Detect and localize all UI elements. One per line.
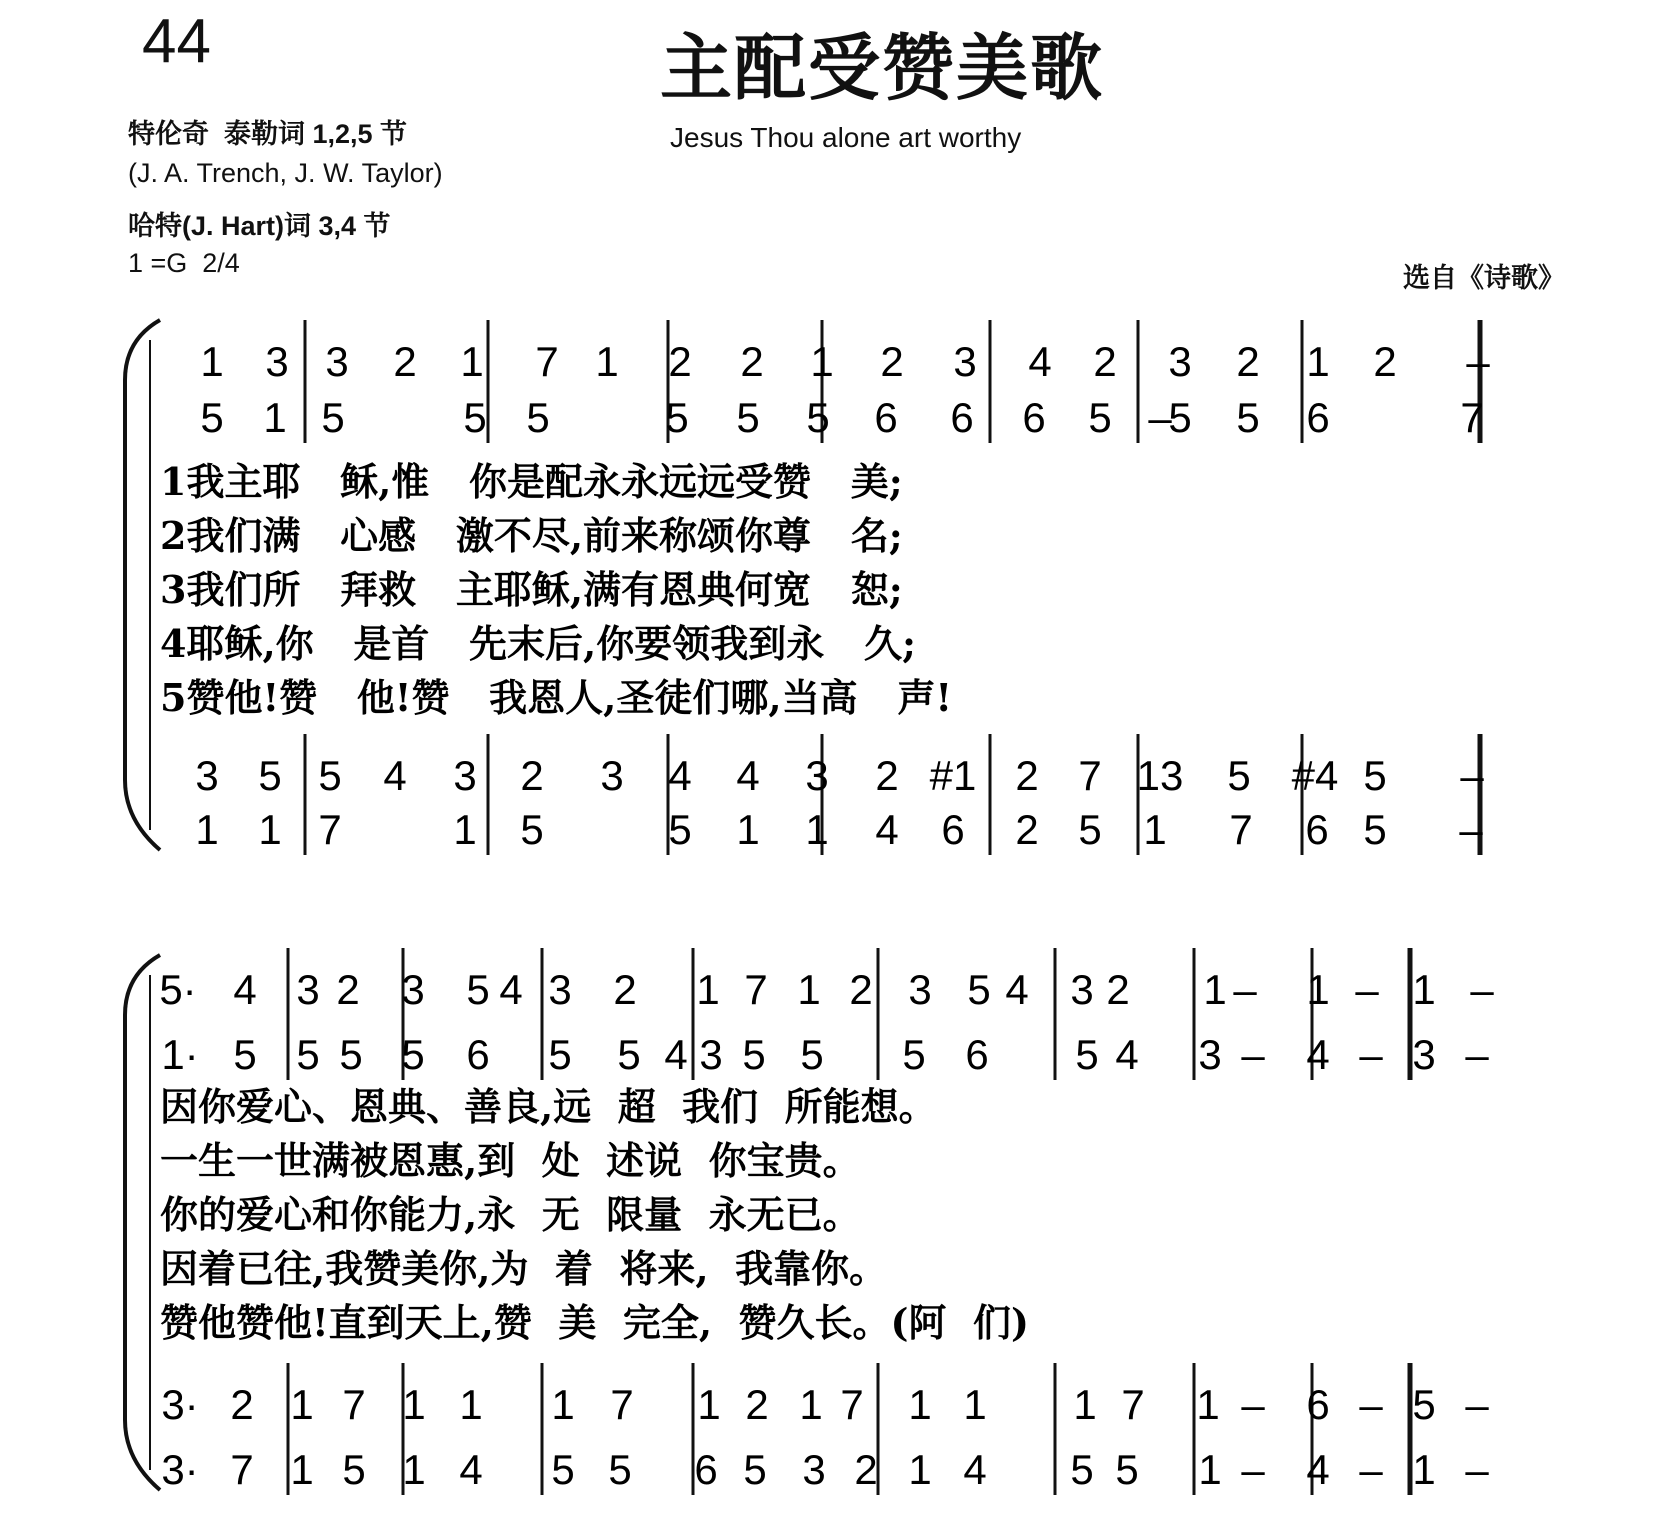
note-soprano: 2 [1373, 338, 1397, 385]
note-alto: 5 [321, 394, 345, 441]
note-bass: 1 [402, 1446, 426, 1493]
note-alto: 5 [742, 1031, 766, 1078]
system-brace [125, 955, 160, 1490]
note-tenor: 5 [1363, 752, 1387, 799]
note-soprano: 2 [613, 966, 637, 1013]
note-bass: 1 [805, 806, 829, 853]
note-tenor: 2 [745, 1381, 769, 1428]
note-bass: 3· [161, 1446, 199, 1493]
note-tenor: 3 [195, 752, 219, 799]
note-soprano: 4 [233, 966, 257, 1013]
note-bass: 5 [1115, 1446, 1139, 1493]
note-soprano: 3 [1168, 338, 1192, 385]
note-alto: 5 [1236, 394, 1260, 441]
note-bass: 5 [668, 806, 692, 853]
note-alto: 6 [466, 1031, 490, 1078]
note-soprano: 2 [849, 966, 873, 1013]
note-bass: 1 [736, 806, 760, 853]
note-bass: 2 [854, 1446, 878, 1493]
note-tenor: 4 [668, 752, 692, 799]
note-tenor: 1 [290, 1381, 314, 1428]
note-alto: – [1465, 1031, 1489, 1078]
note-soprano: 2 [740, 338, 764, 385]
note-alto: – [1241, 1031, 1265, 1078]
note-bass: – [1241, 1446, 1265, 1493]
note-bass: 5 [1078, 806, 1102, 853]
note-soprano: 1 [797, 966, 821, 1013]
note-soprano: 1 [1306, 338, 1330, 385]
lyric-line-5: 5赞他!赞 他!赞 我恩人,圣徒们哪,当高 声! [160, 675, 953, 720]
lyricist-credit-hart: 哈特(J. Hart)词 3,4 节 [128, 211, 391, 241]
note-alto: 5 [1088, 394, 1112, 441]
note-alto: 6 [950, 394, 974, 441]
note-alto: 5 [806, 394, 830, 441]
note-tenor: 13 [1136, 752, 1184, 799]
note-soprano: 2 [1093, 338, 1117, 385]
note-soprano: 5 [967, 966, 991, 1013]
note-tenor: 3 [600, 752, 624, 799]
note-tenor: 4 [736, 752, 760, 799]
note-bass: 4 [875, 806, 899, 853]
note-alto: 6 [1306, 394, 1330, 441]
note-soprano: 3 [548, 966, 572, 1013]
lyric-line-4: 因着已往,我赞美你,为 着 将来, 我靠你。 [160, 1246, 888, 1291]
note-alto: 1 [263, 394, 287, 441]
score-system-1 [125, 320, 1490, 855]
note-soprano: 2 [336, 966, 360, 1013]
note-tenor: 2 [230, 1381, 254, 1428]
note-soprano: 4 [499, 966, 523, 1013]
note-bass: – [1359, 1446, 1383, 1493]
note-bass: 1 [1412, 1446, 1436, 1493]
lyricist-credit-chinese: 特伦奇 泰勒词 1,2,5 节 [128, 119, 408, 149]
note-bass: 7 [230, 1446, 254, 1493]
note-tenor: #1 [929, 752, 977, 799]
note-soprano: 1 [595, 338, 619, 385]
note-bass: 1 [453, 806, 477, 853]
note-alto: 5 [1075, 1031, 1099, 1078]
note-soprano: 3 [401, 966, 425, 1013]
lyric-line-4: 4耶稣,你 是首 先末后,你要领我到永 久; [160, 621, 916, 666]
lyric-line-1: 1我主耶 稣,惟 你是配永永远远受赞 美; [160, 459, 903, 504]
note-alto: 3 [1198, 1031, 1222, 1078]
note-soprano: – [1470, 966, 1494, 1013]
note-soprano: 2 [1106, 966, 1130, 1013]
note-bass: 5 [342, 1446, 366, 1493]
note-tenor: 2 [875, 752, 899, 799]
note-soprano: 5 [466, 966, 490, 1013]
note-bass: 1 [195, 806, 219, 853]
note-soprano: 2 [880, 338, 904, 385]
note-soprano: 7 [744, 966, 768, 1013]
note-tenor: 5 [258, 752, 282, 799]
note-bass: 6 [694, 1446, 718, 1493]
note-tenor: – [1359, 1381, 1383, 1428]
lyric-line-3: 你的爱心和你能力,永 无 限量 永无已。 [160, 1192, 861, 1237]
note-alto: 5 [463, 394, 487, 441]
lyric-line-1: 因你爱心、恩典、善良,远 超 我们 所能想。 [160, 1084, 937, 1129]
note-alto: – [1359, 1031, 1383, 1078]
note-soprano: – [1466, 338, 1490, 385]
hymn-title: 主配受赞美歌 [660, 25, 1105, 110]
note-bass: 7 [318, 806, 342, 853]
lyric-line-3: 3我们所 拜救 主耶稣,满有恩典何宽 恕; [160, 567, 903, 612]
note-soprano: 2 [1236, 338, 1260, 385]
note-soprano: 3 [1070, 966, 1094, 1013]
note-tenor: 2 [520, 752, 544, 799]
note-bass: 5 [551, 1446, 575, 1493]
note-tenor: 1 [459, 1381, 483, 1428]
note-tenor: 1 [697, 1381, 721, 1428]
note-tenor: 1 [551, 1381, 575, 1428]
note-tenor: 4 [383, 752, 407, 799]
note-tenor: 1 [1073, 1381, 1097, 1428]
note-bass: 5 [520, 806, 544, 853]
note-soprano: 2 [668, 338, 692, 385]
note-tenor: 3 [805, 752, 829, 799]
note-tenor: 5 [1227, 752, 1251, 799]
note-alto: 5 [339, 1031, 363, 1078]
note-soprano: 1 [696, 966, 720, 1013]
note-tenor: 7 [840, 1381, 864, 1428]
lyricist-credit-english: (J. A. Trench, J. W. Taylor) [128, 158, 443, 188]
note-tenor: – [1465, 1381, 1489, 1428]
note-alto: 5 [902, 1031, 926, 1078]
note-tenor: 7 [342, 1381, 366, 1428]
note-alto: 6 [965, 1031, 989, 1078]
note-tenor: – [1241, 1381, 1265, 1428]
key-and-time-signature: 1 =G 2/4 [128, 248, 240, 278]
note-tenor: 1 [799, 1381, 823, 1428]
note-tenor: 1 [402, 1381, 426, 1428]
note-bass: 5 [1363, 806, 1387, 853]
note-bass: – [1459, 806, 1483, 853]
note-soprano: 1 [460, 338, 484, 385]
note-alto: 7 [1460, 394, 1484, 441]
system-brace [125, 320, 160, 850]
note-soprano: – [1233, 966, 1257, 1013]
note-tenor: 1 [1196, 1381, 1220, 1428]
note-alto: 4 [664, 1031, 688, 1078]
hymn-number: 44 [142, 7, 211, 76]
note-alto: 5 [526, 394, 550, 441]
note-soprano: 1 [1203, 966, 1227, 1013]
note-soprano: 4 [1005, 966, 1029, 1013]
note-soprano: 3 [296, 966, 320, 1013]
note-bass: 1 [1198, 1446, 1222, 1493]
note-soprano: 3 [908, 966, 932, 1013]
note-bass: 3 [802, 1446, 826, 1493]
note-alto: 4 [1115, 1031, 1139, 1078]
lyric-line-5: 赞他赞他!直到天上,赞 美 完全, 赞久长。(阿 们) [160, 1300, 1029, 1345]
note-alto: 4 [1306, 1031, 1330, 1078]
note-alto: 5 [296, 1031, 320, 1078]
note-bass: 4 [963, 1446, 987, 1493]
note-alto: 5 [617, 1031, 641, 1078]
note-soprano: 1 [1412, 966, 1436, 1013]
note-tenor: 3 [453, 752, 477, 799]
note-tenor: 6 [1306, 1381, 1330, 1428]
note-alto: – [1148, 394, 1172, 441]
note-bass: 1 [258, 806, 282, 853]
note-bass: 5 [608, 1446, 632, 1493]
lyric-line-2: 一生一世满被恩惠,到 处 述说 你宝贵。 [160, 1138, 861, 1183]
note-alto: 3 [699, 1031, 723, 1078]
note-tenor: 2 [1015, 752, 1039, 799]
note-bass: 5 [743, 1446, 767, 1493]
note-tenor: 3· [161, 1381, 199, 1428]
note-alto: 3 [1412, 1031, 1436, 1078]
note-tenor: 1 [908, 1381, 932, 1428]
note-bass: 4 [1306, 1446, 1330, 1493]
note-soprano: – [1355, 966, 1379, 1013]
note-soprano: 2 [393, 338, 417, 385]
note-bass: 1 [1143, 806, 1167, 853]
note-alto: 5 [1168, 394, 1192, 441]
note-soprano: 3 [265, 338, 289, 385]
note-bass: 2 [1015, 806, 1039, 853]
source-note: 选自《诗歌》 [1403, 263, 1565, 294]
note-tenor: 7 [1078, 752, 1102, 799]
note-alto: 5 [200, 394, 224, 441]
note-alto: 5 [736, 394, 760, 441]
note-soprano: 4 [1028, 338, 1052, 385]
note-alto: 1· [161, 1031, 199, 1078]
note-soprano: 3 [953, 338, 977, 385]
note-bass: 6 [1305, 806, 1329, 853]
note-bass: – [1465, 1446, 1489, 1493]
note-bass: 7 [1229, 806, 1253, 853]
note-soprano: 5· [159, 966, 197, 1013]
note-soprano: 3 [325, 338, 349, 385]
note-bass: 5 [1070, 1446, 1094, 1493]
note-bass: 6 [941, 806, 965, 853]
note-alto: 6 [1022, 394, 1046, 441]
note-alto: 5 [233, 1031, 257, 1078]
note-bass: 1 [290, 1446, 314, 1493]
note-tenor: 1 [963, 1381, 987, 1428]
note-alto: 5 [665, 394, 689, 441]
note-tenor: 7 [610, 1381, 634, 1428]
note-soprano: 1 [810, 338, 834, 385]
note-soprano: 7 [535, 338, 559, 385]
note-bass: 1 [908, 1446, 932, 1493]
note-tenor: #4 [1291, 752, 1339, 799]
note-soprano: 1 [1306, 966, 1330, 1013]
note-alto: 6 [874, 394, 898, 441]
note-tenor: – [1460, 752, 1484, 799]
note-bass: 4 [459, 1446, 483, 1493]
note-alto: 5 [548, 1031, 572, 1078]
note-alto: 5 [401, 1031, 425, 1078]
note-soprano: 1 [200, 338, 224, 385]
note-tenor: 5 [1412, 1381, 1436, 1428]
note-alto: 5 [800, 1031, 824, 1078]
score-system-2 [125, 948, 1494, 1495]
note-tenor: 7 [1121, 1381, 1145, 1428]
note-tenor: 5 [318, 752, 342, 799]
hymn-subtitle-english: Jesus Thou alone art worthy [670, 122, 1022, 153]
lyric-line-2: 2我们满 心感 激不尽,前来称颂你尊 名; [160, 513, 903, 558]
